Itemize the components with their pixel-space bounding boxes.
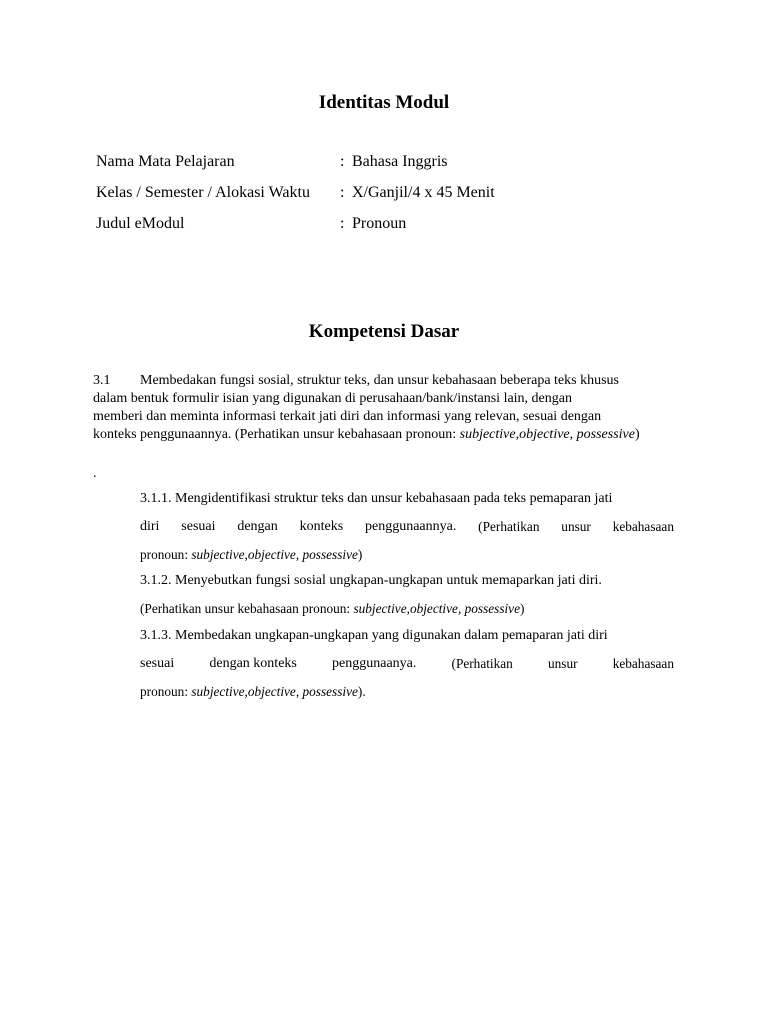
indicator-line xyxy=(140,622,674,650)
word: unsur xyxy=(547,656,578,671)
identity-value: Pronoun xyxy=(352,215,407,232)
word: konteks xyxy=(299,519,344,534)
indicator-close: ). xyxy=(357,684,366,699)
word: dengan xyxy=(237,519,278,534)
example-objective: objective xyxy=(247,547,296,562)
identity-value: X/Ganjil/4 x 45 Menit xyxy=(352,184,495,201)
separator: , xyxy=(244,547,248,562)
example-objective: objective xyxy=(247,684,296,699)
word: sesuai xyxy=(140,656,175,671)
identity-label: Judul eModul xyxy=(96,215,185,232)
indicator-line xyxy=(140,513,674,541)
word: (Perhatikan xyxy=(478,519,540,534)
separator: , xyxy=(295,684,303,699)
kd-paragraph xyxy=(93,372,693,444)
word: sesuai xyxy=(181,519,216,534)
example-objective: objective xyxy=(519,427,570,442)
kd-number: 3.1 xyxy=(93,373,111,388)
separator: , xyxy=(515,427,520,442)
separator: , xyxy=(569,427,577,442)
word: (Perhatikan xyxy=(451,656,513,671)
word: diri xyxy=(140,519,160,534)
indicator-item xyxy=(140,567,674,623)
kd-line: dalam bentuk formulir isian yang digunakan di perusahaan/bank/instansi lain, dengan xyxy=(93,391,572,406)
example-subjective: subjective xyxy=(459,427,516,442)
indicator-close: ) xyxy=(357,547,363,562)
identity-label: Kelas / Semester / Alokasi Waktu xyxy=(96,184,310,201)
indicator-line xyxy=(140,678,674,706)
separator: , xyxy=(295,547,303,562)
kd-text: konteks penggunaannya. (Perhatikan unsur kebahasaan pronoun: xyxy=(93,427,460,442)
indicator-close: ) xyxy=(520,601,525,616)
indicator-line xyxy=(140,485,674,513)
indicator-text: 3.1.2. Menyebutkan fungsi sosial ungkapan-ungkapan untuk memaparkan jati diri. xyxy=(140,573,602,588)
stray-dot: . xyxy=(93,466,97,481)
identitas-title: Identitas Modul xyxy=(318,92,450,113)
example-subjective: subjective xyxy=(191,684,245,699)
indicator-line xyxy=(140,595,674,623)
indicator-text: (Perhatikan unsur kebahasaan pronoun: xyxy=(140,601,354,616)
example-possessive: possessive xyxy=(302,547,358,562)
kd-line xyxy=(93,426,693,444)
identity-colon: : xyxy=(340,184,345,201)
indicator-text: 3.1.1. Mengidentifikasi struktur teks dan unsur kebahasaan pada teks pemaparan jati xyxy=(140,491,613,506)
word: kebahasaan xyxy=(612,519,674,534)
kompetensi-title: Kompetensi Dasar xyxy=(308,321,460,342)
separator: , xyxy=(457,601,465,616)
example-objective: objective xyxy=(409,601,458,616)
example-possessive: possessive xyxy=(576,427,635,442)
indicator-item xyxy=(140,485,674,569)
word: penggunaanya. xyxy=(332,656,417,671)
example-subjective: subjective xyxy=(353,601,407,616)
word: unsur xyxy=(561,519,591,534)
identity-value: Bahasa Inggris xyxy=(352,153,448,170)
indicator-line xyxy=(140,541,674,569)
separator: , xyxy=(406,601,410,616)
word: kebahasaan xyxy=(612,656,674,671)
indicator-line xyxy=(140,650,674,678)
identity-colon: : xyxy=(340,215,345,232)
indicator-text: pronoun: xyxy=(140,547,192,562)
example-subjective: subjective xyxy=(191,547,245,562)
kd-close: ) xyxy=(634,427,640,442)
identity-colon: : xyxy=(340,153,345,170)
word: dengan konteks xyxy=(209,656,297,671)
kd-line: memberi dan meminta informasi terkait jati diri dan informasi yang relevan, sesuai dengan xyxy=(93,409,602,424)
example-possessive: possessive xyxy=(302,684,358,699)
indicator-line xyxy=(140,567,674,595)
kd-text: Membedakan fungsi sosial, struktur teks, dan unsur kebahasaan beberapa teks khusus xyxy=(140,373,619,388)
kd-line xyxy=(93,372,693,390)
indicator-text: 3.1.3. Membedakan ungkapan-ungkapan yang digunakan dalam pemaparan jati diri xyxy=(140,628,608,643)
example-possessive: possessive xyxy=(464,601,520,616)
word: penggunaannya. xyxy=(364,519,457,534)
identity-label: Nama Mata Pelajaran xyxy=(96,153,235,170)
separator: , xyxy=(244,684,248,699)
indicator-item xyxy=(140,622,674,706)
indicator-text: pronoun: xyxy=(140,684,192,699)
